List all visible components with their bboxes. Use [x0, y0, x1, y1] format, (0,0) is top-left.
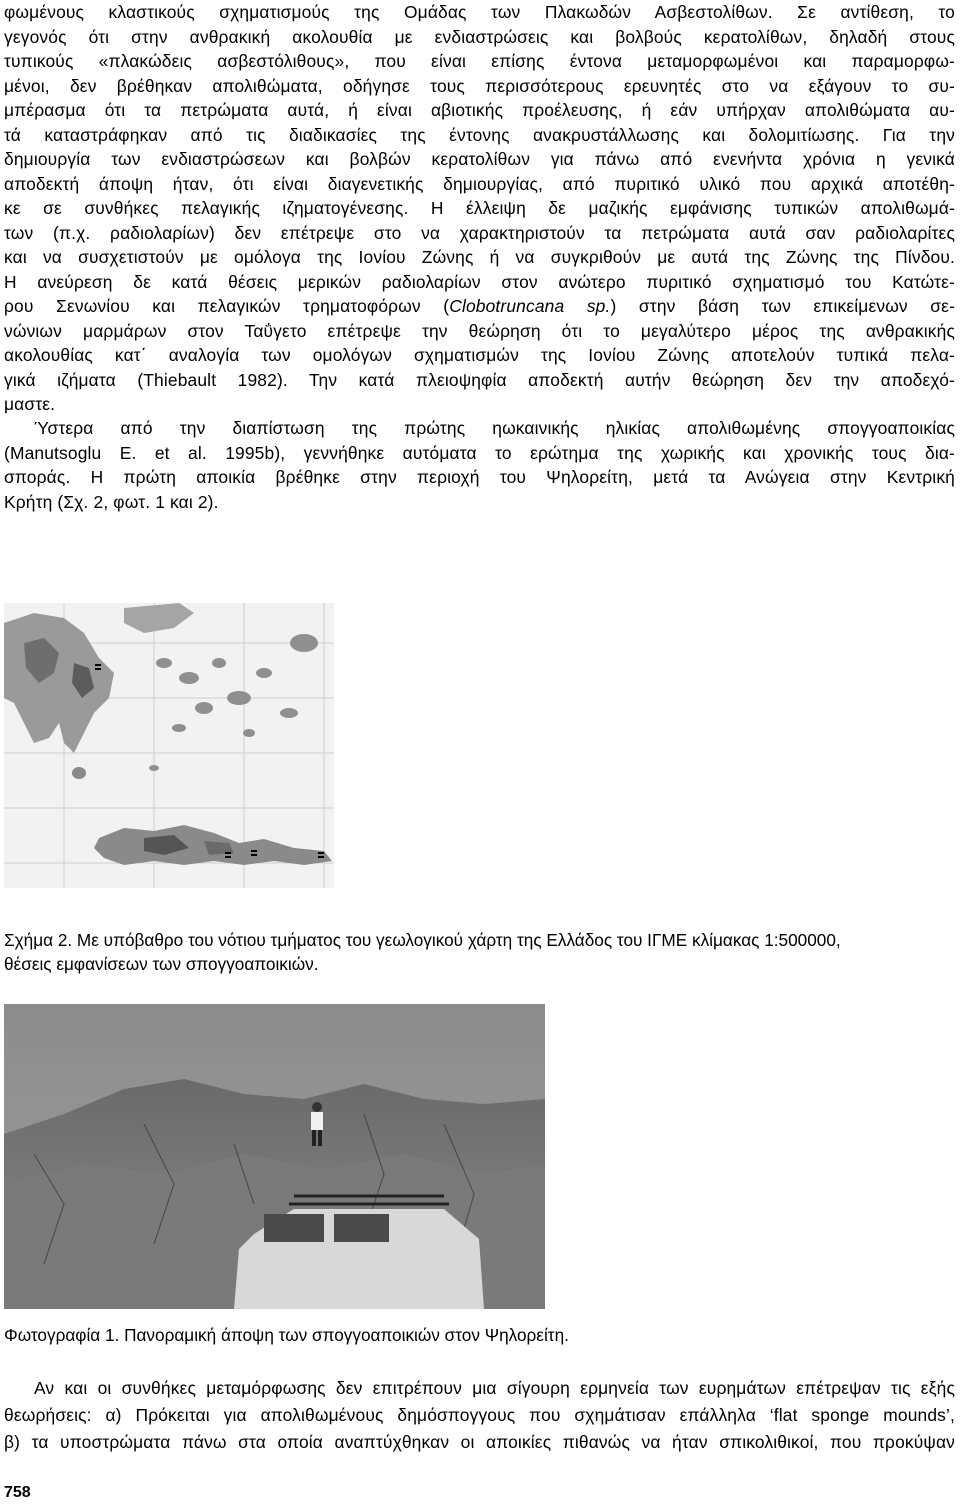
text-line: κε σε συνθήκες πελαγικής ιζηματογένεσης. Η έλλειψη δε μαζικής εμφάνισης τυπικών απολιθωμά- [4, 198, 955, 218]
text-line: νώνιων μαρμάρων στον Ταΰγετο επέτρεψε την θεώρηση ότι το μεγαλύτερο μέρος της ανθρακικής [4, 320, 955, 341]
text-line: Ύστερα από την διαπίστωση της πρώτης ηωκαινικής ηλικίας απολιθωμένης σπογγοαποικίας [34, 418, 955, 438]
text-line: των (π.χ. ραδιολαρίων) δεν επέτρεψε στο να χαρακτηριστούν τα πετρώματα αυτά σαν ραδιολαρίτες [4, 222, 955, 243]
geological-map-figure [4, 603, 334, 888]
figure-2-caption [4, 928, 955, 976]
text-line: μένοι, δεν βρέθηκαν απολιθώματα, οδήγησε τους περισσότερους ερευνητές στο να εξάγουν το συ- [4, 75, 955, 96]
text-line: δημιουργία των ενδιαστρώσεων και βολβών κερατολίθων για πάνω από ενενήντα χρόνια η γενικά [4, 149, 955, 169]
photo-1-caption: Φωτογραφία 1. Πανοραμική άποψη των σπογγοαποικιών στον Ψηλορείτη. [4, 1325, 569, 1345]
paragraph-3 [4, 1375, 955, 1456]
map-graphic [4, 603, 334, 888]
text-line: γεγονός ότι στην ανθρακική ακολουθία με ενδιαστρώσεις και βολβούς κερατολίθων, δηλαδή στους [4, 26, 955, 47]
photograph-1 [4, 1004, 545, 1309]
text-segment: ) στην βάση των επικείμενων σε- [610, 296, 956, 316]
species-name: Clobotruncana sp. [449, 296, 611, 316]
text-line: μπέρασμα ότι τα πετρώματα αυτά, ή είναι αβιοτικής προέλευσης, ή εάν υπήρχαν απολιθώματα αυ- [4, 100, 955, 120]
text-line: γικά ιζήματα (Thiebault 1982). Την κατά πλειοψηφία αποδεκτή αυτήν θεώρηση δεν την αποδεχό- [4, 369, 955, 390]
paragraph-1 [4, 0, 955, 417]
text-line: σποράς. Η πρώτη αποικία βρέθηκε στην περιοχή του Ψηλορείτη, μετά τα Ανώγεια στην Κεντρική [4, 467, 955, 487]
text-line: Αν και οι συνθήκες μεταμόρφωσης δεν επιτρέπουν μια σίγουρη ερμηνεία των ευρημάτων επέτρεψαν τις εξής [34, 1378, 955, 1398]
text-line: Κρήτη (Σχ. 2, φωτ. 1 και 2). [4, 491, 219, 512]
text-line: αποδεκτή άποψη ήταν, ότι είναι διαγενετικής δημιουργίας, από πυριτικό υλικό που αρχικά αποτέθη- [4, 173, 955, 194]
paragraph-2 [4, 416, 955, 514]
text-line: θεωρήσεις: α) Πρόκειται για απολιθωμένους δημόσπογγους που σχημάτισαν επάλληλα ‘flat sponge mounds’, [4, 1405, 955, 1425]
text-line: φωμένους κλαστικούς σχηματισμούς της Ομάδας των Πλακωδών Ασβεστολίθων. Σε αντίθεση, το [4, 2, 955, 22]
text-line: (Manutsoglu E. et al. 1995b), γεννήθηκε αυτόματα το ερώτημα της χωρικής και χρονικής τους δια- [4, 442, 955, 463]
text-line: και να συσχετιστούν με ομόλογα της Ιονίου Ζώνης ή να συγκριθούν με αυτά της Ζώνης της Πίνδου. [4, 247, 955, 267]
page-number: 758 [4, 1484, 31, 1501]
photo-graphic [4, 1004, 545, 1309]
caption-line: Σχήμα 2. Με υπόβαθρο του νότιου τμήματος του γεωλογικού χάρτη της Ελλάδος του ΙΓΜΕ κλίμακας 1:500000, [4, 930, 841, 950]
text-line: ακολουθίας κατ΄ αναλογία των ομολόγων σχηματισμών της Ιονίου Ζώνης αποτελούν τυπικά πελα- [4, 345, 955, 365]
text-line: τά καταστράφηκαν από τις διαδικασίες της έντονης ανακρυστάλλωσης και δολομιτίωσης. Για την [4, 124, 955, 145]
text-segment: ρου Σενωνίου και πελαγικών τρηματοφόρων ( [4, 296, 450, 316]
text-line [4, 294, 955, 319]
text-line: τυπικούς «πλακώδεις ασβεστόλιθους», που είναι επίσης έντονα μεταμορφωμένοι και παραμορφω- [4, 51, 955, 71]
caption-line: θέσεις εμφανίσεων των σπογγοαποικιών. [4, 954, 319, 974]
text-line: β) τα υποστρώματα πάνω στα οποία αναπτύχθηκαν οι αποικίες πιθανώς να ήταν σπικολιθικοί, που προκύψαν [4, 1432, 955, 1452]
text-line: Η ανεύρεση δε κατά θέσεις μερικών ραδιολαρίων στον ανώτερο πυριτικό σχηματισμό του Κατώτε- [4, 271, 955, 292]
text-line: μαστε. [4, 394, 56, 414]
